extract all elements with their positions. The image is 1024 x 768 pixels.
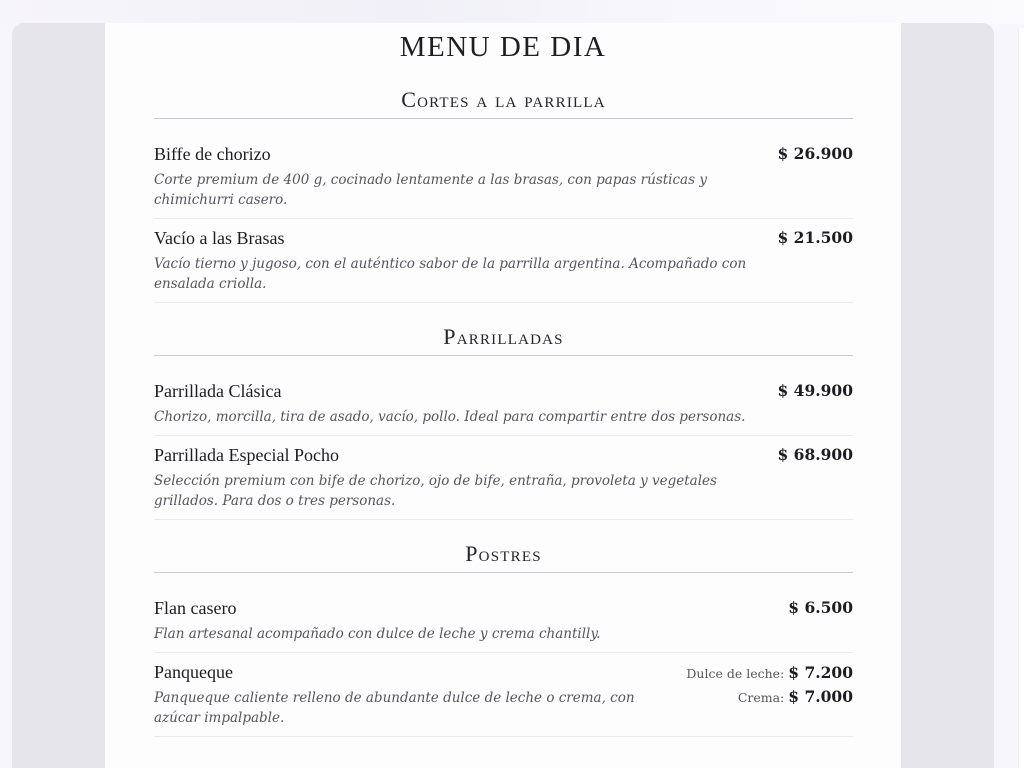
menu-title: MENU DE DIA — [399, 31, 607, 63]
menu-item — [154, 598, 853, 653]
section-heading-cortes: Cortes a la parrilla — [154, 87, 853, 119]
menu-item — [154, 381, 853, 436]
item-description: Flan artesanal acompañado con dulce de leche y crema chantilly. — [154, 626, 601, 642]
item-description: Selección premium con bife de chorizo, ojo de bife, entraña, provoleta y vegetales grillados. Para dos o tres personas. — [154, 473, 717, 509]
item-name: Parrillada Clásica — [154, 381, 282, 401]
variant-label: Dulce de leche: — [686, 666, 785, 681]
item-price: $ 68.900 — [777, 445, 853, 464]
menu-item — [154, 445, 853, 520]
item-price: $ 49.900 — [777, 381, 853, 400]
item-description: Panqueque caliente relleno de abundante dulce de leche o crema, con azúcar impalpable. — [154, 690, 635, 726]
item-name: Panqueque — [154, 662, 233, 682]
variant-price: $ 7.200 — [788, 663, 853, 682]
menu-sheet — [105, 23, 901, 768]
item-name: Parrillada Especial Pocho — [154, 445, 339, 465]
variant-price: $ 7.000 — [788, 687, 853, 706]
section-heading-parrilladas: Parrilladas — [154, 324, 853, 356]
item-description: Chorizo, morcilla, tira de asado, vacío, pollo. Ideal para compartir entre dos personas. — [154, 409, 746, 425]
item-price: $ 26.900 — [777, 144, 853, 163]
variant-label: Crema: — [737, 690, 785, 705]
item-name: Flan casero — [154, 598, 237, 618]
menu-item — [154, 228, 853, 303]
menu-item — [154, 662, 853, 737]
section-heading-postres: Postres — [154, 541, 853, 573]
menu-item — [154, 144, 853, 219]
item-name: Vacío a las Brasas — [154, 228, 285, 248]
price-variant — [738, 687, 853, 706]
item-description: Corte premium de 400 g, cocinado lentamente a las brasas, con papas rústicas y chimichurri casero. — [154, 172, 707, 208]
top-glow — [0, 0, 1024, 24]
adjacent-panel-edge — [1018, 28, 1024, 768]
item-name: Biffe de chorizo — [154, 144, 271, 164]
item-price: $ 21.500 — [777, 228, 853, 247]
price-variant — [686, 663, 853, 682]
item-price: $ 6.500 — [788, 598, 853, 617]
item-description: Vacío tierno y jugoso, con el auténtico sabor de la parrilla argentina. Acompañado con ensalada criolla. — [154, 256, 747, 292]
